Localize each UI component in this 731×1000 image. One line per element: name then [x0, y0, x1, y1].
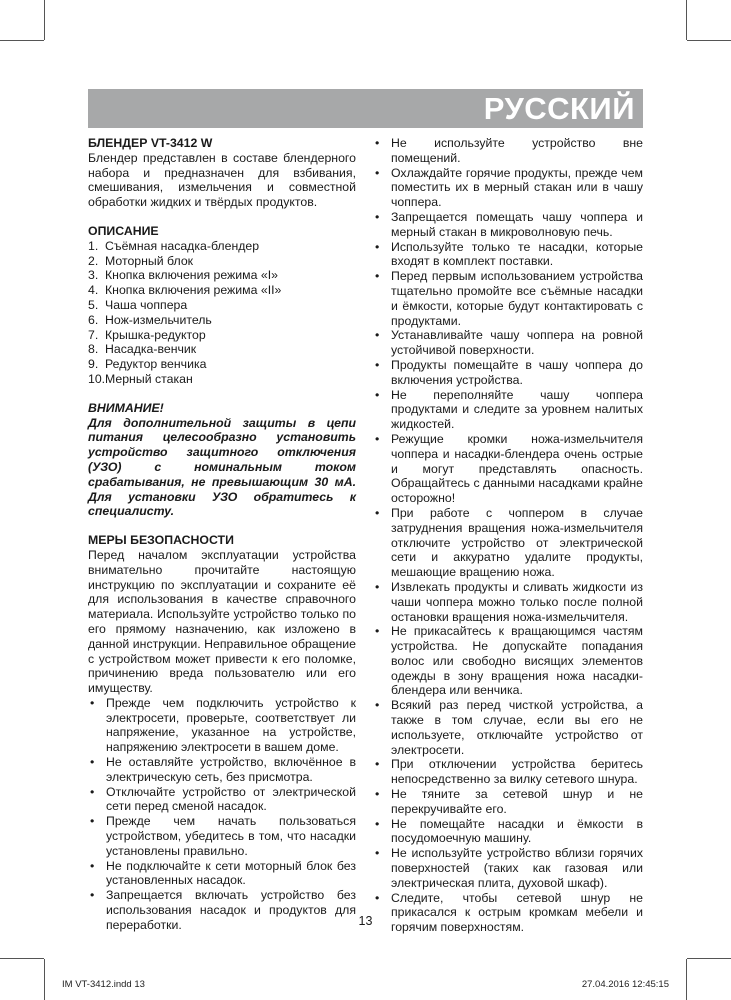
- description-item: [88, 298, 356, 313]
- bullet-text: Не подключайте к сети моторный блок без установленных насадок.: [106, 858, 356, 888]
- bullet-icon: •: [375, 816, 380, 831]
- bullet-text: Не переполняйте чашу чоппера продуктами и следите за уровнем налитых жидкостей.: [391, 387, 643, 432]
- description-list: [88, 239, 356, 387]
- description-item-label: Редуктор венчика: [105, 357, 207, 372]
- bullet-text: Прежде чем подключить устройство к электросети, проверьте, соответствует ли напряжение, указанное на устройстве, напряжению электросети в вашем доме.: [106, 695, 356, 755]
- description-item-number: 6.: [88, 312, 99, 327]
- description-item-number: 2.: [88, 253, 99, 268]
- safety-bullet-item: [373, 166, 643, 210]
- description-item: [88, 372, 356, 387]
- bullet-text: Не оставляйте устройство, включённое в электрическую сеть, без присмотра.: [106, 755, 356, 784]
- safety-bullet-item: [373, 817, 643, 847]
- safety-bullet-item: [373, 787, 643, 817]
- safety-bullet-item: [373, 388, 643, 432]
- bullet-icon: •: [375, 387, 380, 402]
- description-item-number: 3.: [88, 268, 99, 283]
- crop-mark: [687, 958, 731, 959]
- safety-bullet-item: [373, 240, 643, 270]
- bullet-icon: •: [375, 890, 380, 905]
- description-item-label: Насадка-венчик: [105, 342, 197, 357]
- description-item-number: 7.: [88, 327, 99, 342]
- safety-bullet-item: [373, 432, 643, 506]
- description-item: [88, 328, 356, 343]
- bullet-icon: •: [375, 357, 380, 372]
- description-item-number: 8.: [88, 342, 99, 357]
- bullet-icon: •: [375, 505, 380, 520]
- description-item-label: Крышка-редуктор: [105, 327, 206, 342]
- footer-file: IM VT-3412.indd 13: [62, 979, 145, 990]
- safety-bullet-item: [373, 506, 643, 580]
- bullet-text: Запрещается включать устройство без использования насадок и продуктов для переработки.: [106, 888, 356, 932]
- safety-intro: Перед началом эксплуатации устройства внимательно прочитайте настоящую инструкцию по эксплуатации и сохраните её для использования в качестве справочного материала. Используйте устройство только по его прямому назначению, как изложено в данной инструкции. Неправильное обращение с устройством может привести к его поломке, причинению вреда пользователю или его имуществу.: [88, 547, 356, 696]
- safety-bullet-item: [373, 846, 643, 890]
- description-item-number: 4.: [88, 283, 99, 298]
- bullet-icon: •: [90, 858, 95, 873]
- page-number: 13: [358, 914, 373, 928]
- safety-bullet-item: [373, 269, 643, 328]
- language-title: РУССКИЙ: [483, 91, 635, 126]
- safety-bullet-item: [88, 785, 356, 815]
- bullet-icon: •: [90, 784, 95, 799]
- bullet-icon: •: [375, 239, 380, 254]
- bullet-text: Режущие кромки ножа-измельчителя чоппера и насадки-блендера очень острые и могут представлять опасность. Обращайтесь с данными насадками крайне осторожно!: [391, 431, 643, 506]
- bullet-text: Не помещайте насадки и ёмкости в посудомоечную машину.: [391, 816, 643, 846]
- safety-bullet-item: [373, 757, 643, 787]
- safety-bullet-item: [88, 814, 356, 858]
- description-heading: ОПИСАНИЕ: [88, 223, 159, 238]
- bullet-text: Всякий раз перед чисткой устройства, а также в том случае, если вы его не используете, отключайте устройство от электросети.: [391, 698, 643, 757]
- crop-mark: [686, 959, 687, 1000]
- description-item-label: Мерный стакан: [105, 371, 193, 386]
- bullet-icon: •: [375, 165, 380, 180]
- description-item-label: Нож-измельчитель: [105, 312, 212, 327]
- safety-bullet-item: [88, 859, 356, 889]
- left-column: [88, 136, 356, 933]
- safety-bullet-item: [373, 891, 643, 935]
- bullet-text: Перед первым использованием устройства тщательно промойте все съёмные насадки и ёмкости, которые будут контактировать с продуктами.: [391, 269, 643, 328]
- warning-text: Для дополнительной защиты в цепи питания целесообразно установить устройство защитного отключения (УЗО) с номинальным током срабатывания, не превышающим 30 мА. Для установки УЗО обратитесь к специалисту.: [88, 415, 356, 519]
- description-item-number: 1.: [88, 238, 99, 253]
- bullet-text: Используйте только те насадки, которые входят в комплект поставки.: [391, 239, 643, 269]
- safety-bullet-item: [373, 136, 643, 166]
- warning-heading: ВНИМАНИЕ!: [88, 400, 164, 415]
- bullet-text: Запрещается помещать чашу чоппера и мерный стакан в микроволновую печь.: [391, 209, 643, 239]
- bullet-icon: •: [90, 695, 95, 710]
- description-item-label: Кнопка включения режима «II»: [105, 283, 282, 298]
- bullet-icon: •: [90, 888, 95, 903]
- description-item: [88, 342, 356, 357]
- description-item: [88, 283, 356, 298]
- crop-mark: [44, 0, 45, 40]
- bullet-text: Не прикасайтесь к вращающимся частям устройства. Не допускайте попадания волос или свободно висящих элементов одежды в зону вращения ножа насадки-блендера или венчика.: [391, 624, 643, 698]
- bullet-icon: •: [375, 846, 380, 861]
- bullet-text: При отключении устройства беритесь непосредственно за вилку сетевого шнура.: [391, 757, 643, 787]
- description-item: [88, 268, 356, 283]
- safety-bullet-item: [373, 210, 643, 240]
- description-item-label: Кнопка включения режима «I»: [105, 268, 278, 283]
- safety-list-left: [88, 696, 356, 933]
- bullet-text: Прежде чем начать пользоваться устройством, убедитесь в том, что насадки установлены правильно.: [106, 814, 356, 858]
- safety-bullet-item: [373, 698, 643, 757]
- bullet-text: Охлаждайте горячие продукты, прежде чем поместить их в мерный стакан или в чашу чоппера.: [391, 165, 643, 210]
- bullet-text: Не используйте устройство вблизи горячих поверхностей (таких как газовая или электрическая плита, духовой шкаф).: [391, 846, 643, 890]
- description-item-number: 9.: [88, 357, 99, 372]
- crop-mark: [44, 959, 45, 1000]
- right-column: [373, 136, 643, 935]
- bullet-icon: •: [375, 328, 380, 343]
- bullet-icon: •: [375, 579, 380, 594]
- bullet-icon: •: [375, 787, 380, 802]
- product-title: БЛЕНДЕР VT-3412 W: [88, 136, 213, 150]
- crop-mark: [686, 0, 687, 40]
- bullet-text: Устанавливайте чашу чоппера на ровной устойчивой поверхности.: [391, 328, 643, 358]
- bullet-text: При работе с чоппером в случае затруднения вращения ножа-измельчителя отключите устройство от электрической сети и аккуратно удалите продукты, мешающие вращению ножа.: [391, 505, 643, 580]
- bullet-icon: •: [375, 136, 380, 150]
- intro-paragraph: Блендер представлен в составе блендерного набора и предназначен для взбивания, смешивания, измельчения и совместной обработки жидких и твёрдых продуктов.: [88, 150, 356, 210]
- bullet-text: Не тяните за сетевой шнур и не перекручивайте его.: [391, 787, 643, 816]
- crop-mark: [0, 40, 44, 41]
- description-item: [88, 313, 356, 328]
- safety-bullet-item: [373, 580, 643, 624]
- bullet-text: Извлекать продукты и сливать жидкости из чаши чоппера можно только после полной остановки вращения ножа-измельчителя.: [391, 579, 643, 624]
- bullet-icon: •: [375, 757, 380, 772]
- bullet-icon: •: [375, 269, 380, 284]
- description-item-label: Съёмная насадка-блендер: [105, 238, 260, 253]
- safety-list-right: [373, 136, 643, 935]
- bullet-text: Не используйте устройство вне помещений.: [391, 136, 643, 165]
- safety-bullet-item: [373, 328, 643, 358]
- bullet-text: Продукты помещайте в чашу чоппера до включения устройства.: [391, 357, 643, 387]
- bullet-icon: •: [375, 698, 380, 713]
- description-item: [88, 239, 356, 254]
- safety-heading: МЕРЫ БЕЗОПАСНОСТИ: [88, 533, 234, 548]
- description-item-label: Моторный блок: [105, 253, 194, 268]
- safety-bullet-item: [373, 624, 643, 698]
- safety-bullet-item: [373, 358, 643, 388]
- footer-datetime: 27.04.2016 12:45:15: [581, 979, 669, 990]
- bullet-icon: •: [375, 624, 380, 639]
- bullet-icon: •: [375, 431, 380, 446]
- bullet-icon: •: [90, 814, 95, 829]
- language-header-bar: [88, 89, 643, 128]
- bullet-icon: •: [90, 755, 95, 770]
- description-item: [88, 357, 356, 372]
- bullet-icon: •: [375, 209, 380, 224]
- description-item-number: 5.: [88, 297, 99, 312]
- crop-mark: [0, 958, 44, 959]
- description-item: [88, 254, 356, 269]
- bullet-text: Отключайте устройство от электрической сети перед сменой насадок.: [106, 784, 356, 814]
- description-item-label: Чаша чоппера: [105, 297, 188, 312]
- crop-mark: [687, 40, 731, 41]
- bullet-text: Следите, чтобы сетевой шнур не прикасался к острым кромкам мебели и горячим поверхностям.: [391, 890, 643, 935]
- safety-bullet-item: [88, 755, 356, 785]
- safety-bullet-item: [88, 696, 356, 755]
- description-item-number: 10.: [88, 371, 106, 386]
